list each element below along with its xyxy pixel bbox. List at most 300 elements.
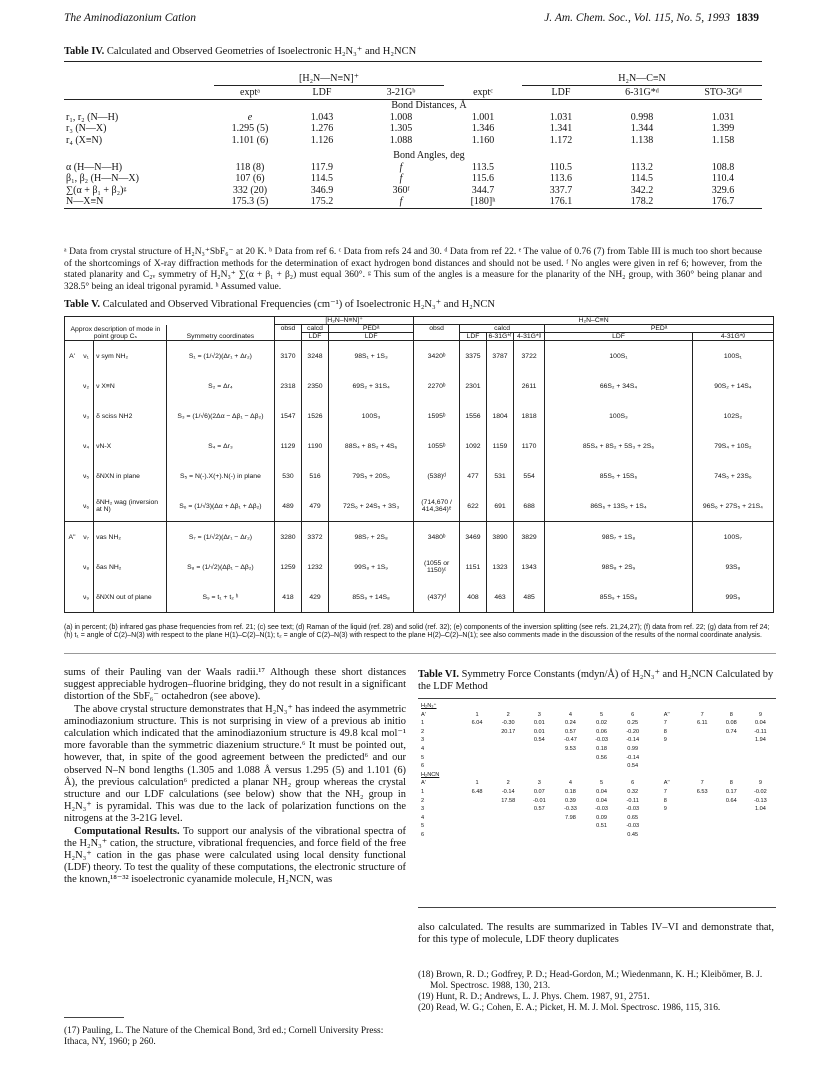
table-row [420,745,775,754]
table-row [64,135,762,147]
force-constant: -0.14 [501,788,515,795]
col-head: 1 [475,780,479,787]
force-constant: -0.03 [595,737,608,744]
cell: 1.001 [471,111,495,123]
force-constant: 0.09 [596,814,607,821]
force-constant: 0.57 [533,806,545,813]
reference-item: (20) Read, W. G.; Cohen, E. A.; Picket, H. M. J. Mol. Spectrosc. 1986, 115, 316. [418,1003,721,1013]
force-constant: 0.45 [627,831,639,838]
cell-obsd1: 418 [274,582,301,613]
cell-sym [65,552,80,582]
cell-c431: 485 [514,582,545,613]
table-row [420,728,775,737]
force-constant [717,754,746,763]
paragraph: The above crystal structure demonstrates that H₂N₃⁺ has indeed the asymmetric aminodiazonium structure. This is not surprising in view of a previous ab initio calculation which indicated that the aminodiazonium structure is 49.8 kcal mol⁻¹ more favorable than the symmetric diazenium structure.⁶ It must be pointed out, however, that, in spite of the good agreement between the predicted⁶ and our observed N–N bond lengths (1.305 and 1.088 Å versus 1.295 (5) and 1.101 (6) Å), the previous calculation⁶ predicted a planar NH₂ group whereas the crystal structure and our LDF calculations (see below) show that the NH₂ group in H₂N₃⁺ is pyramidal. This was due to the lack of polarization functions on the nitrogens at the 3-21G level. [64,703,406,825]
cell: 113.5 [471,161,495,173]
col-head: 5 [600,780,604,787]
row-index: 7 [663,720,667,727]
force-constant [493,831,524,840]
left-column [64,667,406,887]
table-row [65,371,774,401]
cell: 1.088 [389,134,413,146]
cell-desc: ν X≡N [94,371,167,401]
table4 [64,72,762,209]
paragraph: sums of their Pauling van der Waals radii.¹⁷ Although these short distances suggest appreciable hydrogen–fluorine bridging, they do not result in a significant distortion of the SbF₆⁻ octahedron (see above). [64,667,406,703]
cell-ped431: 102S₂ [692,401,773,431]
cell-obsd1: 530 [274,461,301,491]
cell-c631: 1159 [486,431,513,461]
table-row [420,711,775,720]
force-constant: 0.18 [564,788,576,795]
cell-mode: ν₆ [83,502,90,510]
cell [648,711,663,720]
cell-c431: 3722 [514,341,545,372]
cell-obsd1: 1129 [274,431,301,461]
table4-label: Table IV. [64,46,105,57]
table5-head-ldf: LDF [545,333,693,341]
cell-ped431: 96S₆ + 27S₅ + 21S₄ [692,491,773,522]
force-constant: 9.53 [564,745,576,752]
cell [443,797,462,806]
cell-obsd2: (1055 or 1150)ᶜ [414,552,460,582]
cell-ldf2: 622 [459,491,486,522]
force-constant [717,736,746,745]
cell [663,771,688,780]
cell-coord: S₁ = (1/√2)(Δr₁ + Δr₂) [166,341,274,372]
cell-pedldf: 100S₁ [545,341,693,372]
cell: 178.2 [600,196,684,208]
section-heading: Computational Results. [74,825,180,837]
table-row [64,123,762,135]
cell-ldf1: 516 [301,461,328,491]
symmetry-species: A' [421,711,426,718]
cell-ped431: 79S₄ + 10S₂ [692,431,773,461]
table4-group2: H₂N—C≡N [522,72,762,86]
table5-head-sym: Symmetry coordinates [166,325,274,341]
force-constant [586,831,617,840]
force-constant [524,831,555,840]
force-constant [746,831,775,840]
table6-caption-text: Symmetry Force Constants (mdyn/Å) of H₂N₃⁺ and H₂NCN Calculated by the LDF Method [418,669,774,692]
cell-sym [65,461,80,491]
cell [648,745,663,754]
cell [746,771,775,780]
cell-ldf2: 2301 [459,371,486,401]
force-constant [717,745,746,754]
force-constant: -0.33 [564,806,577,813]
cell-ldf2: 3375 [459,341,486,372]
force-constant [746,745,775,754]
cell-ldf1: 1190 [301,431,328,461]
force-constant: 0.39 [564,797,576,804]
table-row [420,797,775,806]
table5-head-ped: PEDᵃ [545,325,774,333]
table-row [65,522,774,553]
cell-ped431: 100S₇ [692,522,773,553]
cell-c631: 1323 [486,552,513,582]
table-row [65,341,774,372]
table4-section-distances: Bond Distances, Å [391,100,467,111]
table5-label: Table V. [64,299,100,310]
cell: 1.295 (5) [231,123,269,134]
cell-mode: ν₅ [83,472,90,480]
row-index [663,814,688,823]
cell [443,728,462,737]
force-constant [746,754,775,763]
cell: 175.2 [286,196,358,208]
row-index: 2 [421,728,425,735]
cell-ped431: 74S₅ + 23S₆ [692,461,773,491]
cell: 1.344 [630,123,654,134]
cell [555,702,586,711]
table6 [420,702,775,840]
force-constant: -0.01 [532,797,546,804]
cell-ped1: 69S₂ + 31S₄ [329,371,414,401]
cell-c431: 688 [514,491,545,522]
force-constant: -0.30 [501,720,515,727]
cell [586,771,617,780]
table5-head-431: 4-31G*ᵍ [692,333,773,341]
cell-sym [65,431,80,461]
table-row [420,754,775,763]
force-constant [524,814,555,823]
cell-ldf2: 3469 [459,522,486,553]
row-index [663,754,688,763]
force-constant: 0.17 [725,788,737,795]
force-constant [746,814,775,823]
cell-sym [65,371,80,401]
force-constant: 0.01 [533,728,545,735]
cell-sym: A' [65,341,80,372]
row-index: 9 [663,806,667,813]
cell [443,736,462,745]
cell-c431: 1170 [514,431,545,461]
col-head: 2 [506,711,510,718]
table5-head-calcd: calcd [459,325,544,333]
cell: 0.998 [630,111,654,123]
force-constant [688,831,717,840]
cell: 1.008 [389,111,413,123]
force-constant [493,754,524,763]
force-constant: 0.01 [533,720,545,727]
cell [462,702,493,711]
row-label: r₁, r₂ (N—H) [66,111,119,123]
cell-sym: A'' [65,522,80,553]
cell-coord: S₆ = (1/√3)(Δα + Δβ₁ + Δβ₂) [166,491,274,522]
cell: 176.7 [684,196,762,208]
row-index: 9 [663,737,667,744]
row-index [663,822,688,831]
force-constant [493,736,524,745]
cell-mode: ν₇ [79,522,94,553]
cell-coord: S₂ = Δr₄ [166,371,274,401]
force-constant [688,736,717,745]
cell-pedldf: 85S₄ + 8S₂ + 5S₃ + 2S₆ [545,431,693,461]
force-constant: 1.94 [754,737,766,744]
cell-desc: δNXN in plane [94,461,167,491]
row-index: 3 [421,737,425,744]
force-constant [493,762,524,771]
force-constant [717,762,746,771]
cell: f [399,161,403,173]
force-constant: -0.20 [626,728,640,735]
cell: 1.043 [310,111,334,123]
force-constant: -0.03 [595,806,608,813]
force-constant: 0.56 [596,754,607,761]
col-head: 4 [568,711,572,718]
cell: 342.2 [630,184,654,196]
force-constant: 0.24 [564,720,576,727]
table-row [420,805,775,814]
cell: 118 (8) [235,161,265,173]
cell-desc: δas NH₂ [94,552,167,582]
page-number: 1839 [736,12,759,24]
table4-col-head: exptᵃ [214,86,286,100]
table-row [420,736,775,745]
force-constant: 1.04 [754,806,766,813]
cell: 344.7 [471,184,495,196]
cell-c431: 1818 [514,401,545,431]
cell [648,754,663,763]
force-constant [524,822,555,831]
cell: 1.305 [389,123,413,134]
force-constant: 0.51 [596,823,607,830]
cell: f [358,196,444,208]
table6-label: Table VI. [418,669,460,680]
table-row [65,552,774,582]
table-row [420,779,775,788]
table-row [65,582,774,613]
cell: 360ᶠ [392,184,410,196]
cell-coord: S₈ = (1/√2)(Δβ₁ − Δβ₂) [166,552,274,582]
table5 [64,316,774,613]
cell-ldf2: 1556 [459,401,486,431]
force-constant: 0.54 [627,763,639,770]
row-index: 1 [421,720,425,727]
cell-mode: ν₂ [83,382,90,390]
cell-ped1: 98S₁ + 1S₃ [329,341,414,372]
cell-obsd1: 1547 [274,401,301,431]
col-head: 6 [631,780,635,787]
symmetry-species: A'' [663,711,670,718]
table-row [420,719,775,728]
table5-body [65,341,774,613]
cell-obsd2: 1055ᵇ [414,431,460,461]
force-constant [746,762,775,771]
force-constant [555,754,586,763]
cell-obsd1: 3170 [274,341,301,372]
cell-mode: ν₃ [82,412,90,420]
cell [524,771,555,780]
cell-ldf2: 1092 [459,431,486,461]
cell-ldf2: 477 [459,461,486,491]
force-constant: -0.14 [626,754,640,761]
cell: e [247,111,253,123]
cell-coord: S₃ = (1/√6)(2Δα − Δβ₁ − Δβ₂) [166,401,274,431]
cell-obsd1: 489 [274,491,301,522]
force-constant: -0.11 [754,728,767,735]
cell [648,831,663,840]
table-row [420,702,775,711]
cell: 114.5 [310,173,334,184]
table4-col-head: exptᶜ [444,86,522,100]
table-row [420,788,775,797]
cell [462,771,493,780]
force-constant: 20.17 [501,728,516,735]
reference-item: (18) Brown, R. D.; Godfrey, P. D.; Head-Gordon, M.; Wiedenmann, K. H.; Kleibömer, B. J. Mol. Spectrosc. 1988, 130, 213. [418,970,763,991]
table5-head-ldf: LDF [459,333,486,341]
col-head: 7 [700,711,704,718]
force-constant: 0.65 [627,814,639,821]
force-constant [493,814,524,823]
force-constant: 0.64 [725,797,737,804]
table6-caption [418,669,774,693]
table6-body [420,702,775,840]
cell-c631 [486,371,513,401]
row-index: 8 [663,797,667,804]
table-row [420,822,775,831]
cell: 1.341 [549,123,573,134]
cell [443,831,462,840]
table-row [64,112,762,124]
table5-head-431: 4-31G*ᵍ [514,333,545,341]
force-constant [462,762,493,771]
cell-c631: 531 [486,461,513,491]
cell-obsd2: 1595ᵇ [414,401,460,431]
cell [443,754,462,763]
force-constant: 6.53 [696,788,708,795]
force-constant: 0.74 [725,728,737,735]
cell: 115.6 [471,173,495,184]
force-constant: 0.04 [754,720,766,727]
cell-ped1: 88S₄ + 8S₂ + 4S₆ [329,431,414,461]
cell-pedldf: 85S₅ + 15S₆ [545,461,693,491]
cell-c431: 554 [514,461,545,491]
cell-obsd2: (714,670 / 414,364)ᵉ [414,491,460,522]
force-constant [555,762,586,771]
force-constant [688,805,717,814]
col-head: 4 [568,780,572,787]
table5-head-desc: Approx description of mode in point group Cₛ [65,325,167,341]
force-constant [717,822,746,831]
cell-ldf1: 1232 [301,552,328,582]
footnote-rule [64,1017,124,1018]
cell [663,702,688,711]
table4-footnotes: ᵃ Data from crystal structure of H₂N₃⁺SbF₆⁻ at 20 K. ᵇ Data from ref 6. ᶜ Data from refs 24 and 30. ᵈ Data from ref 22. ᵉ The value of 0.76 (7) from Table III is much too short because of the shortcomings of X-ray diffraction methods for the determination of exact hydrogen bond distances and should not be used. ᶠ No angles were given in ref 6; however, from the stated planarity and C₂ᵥ symmetry of H₂N₃⁺ ∑(α + β₁ + β₂) must equal 360°. ᵍ This sum of the angles is a measure for the planarity of the NH₂ group, with 360° being planar and 328.5° being an ideal trigonal pyramid. ʰ Assumed value. [64,247,762,292]
cell [648,719,663,728]
force-constant: 0.02 [596,720,607,727]
table-row [64,185,762,197]
cell-ldf2: 408 [459,582,486,613]
symmetry-species: A' [421,780,426,787]
table5-head-631: 6-31G*ᶠ [488,333,512,340]
cell-obsd2: 3480ᵇ [414,522,460,553]
row-index: 2 [421,797,425,804]
cell-coord: S₉ = t₁ + t₂ ʰ [166,582,274,613]
cell: 1.346 [471,123,495,134]
cell-desc: δNXN out of plane [94,582,167,613]
col-head: 1 [475,711,479,718]
table5-head-obsd: obsd [274,325,301,341]
cell-mode: ν₄ [82,442,90,450]
table-row [64,173,762,185]
row-index: 8 [663,728,667,735]
cell-ped431: 93S₈ [692,552,773,582]
cell: f [399,173,403,184]
force-constant [688,762,717,771]
table-row [65,461,774,491]
table4-col-head: 3-21Gᵇ [358,86,444,100]
cell: 110.4 [711,173,735,184]
cell-pedldf: 85S₉ + 15S₈ [545,582,693,613]
force-constant: 0.57 [564,728,576,735]
block-label: H₂NCN [421,771,440,778]
force-constant: 6.11 [696,720,708,727]
cell [648,797,663,806]
table5-group1: [H₂N–N≡N]⁺ [274,317,413,325]
cell-coord: S₅ = N(-).X(+).N(-) in plane [166,461,274,491]
cell-c631: 3787 [486,341,513,372]
row-index: 6 [421,831,425,838]
cell-pedldf: 100S₃ [545,401,693,431]
cell-c631: 3890 [486,522,513,553]
force-constant: -0.47 [564,737,577,744]
header-title: The Aminodiazonium Cation [64,12,197,24]
table4-group1: [H₂N—N≡N]⁺ [214,72,444,86]
force-constant: 7.98 [564,814,576,821]
force-constant [688,754,717,763]
cell [648,762,663,771]
cell: 329.6 [711,184,735,196]
row-label: N—X≡N [64,196,214,208]
force-constant: 6.48 [471,788,483,795]
cell-obsd1: 2318 [274,371,301,401]
force-constant [462,754,493,763]
cell-ped431: 90S₂ + 14S₄ [692,371,773,401]
cell [443,719,462,728]
cell-c631: 1804 [486,401,513,431]
cell-pedldf: 66S₂ + 34S₄ [545,371,693,401]
cell [443,762,462,771]
cell: 107 (6) [235,173,265,184]
cell: 1.031 [549,111,573,123]
cell-ped431: 99S₉ [692,582,773,613]
row-index: 5 [421,754,425,761]
table5-head-ldf: LDF [301,333,328,341]
force-constant: -0.11 [626,797,639,804]
cell-c631: 463 [486,582,513,613]
row-index: 6 [421,763,425,770]
cell-coord: S₇ = (1/√2)(Δr₁ − Δr₂) [166,522,274,553]
table-row [420,814,775,823]
table5-head-ped: PEDᵃ [329,325,414,333]
cell-desc: δNH₂ wag (inversion at N) [94,491,167,522]
cell-ldf1: 1526 [301,401,328,431]
cell: 113.2 [630,161,654,173]
col-head: 7 [700,780,704,787]
force-constant [524,762,555,771]
col-head: 9 [758,711,762,718]
cell-desc: vas NH₂ [94,522,167,553]
force-constant [462,822,493,831]
cell: [180]ʰ [444,196,522,208]
table-row [65,431,774,461]
cell [524,702,555,711]
cell-obsd1: 1259 [274,552,301,582]
cell-ped1: 99S₈ + 1S₉ [329,552,414,582]
force-constant: 6.04 [471,720,483,727]
cell-c431: 3829 [514,522,545,553]
